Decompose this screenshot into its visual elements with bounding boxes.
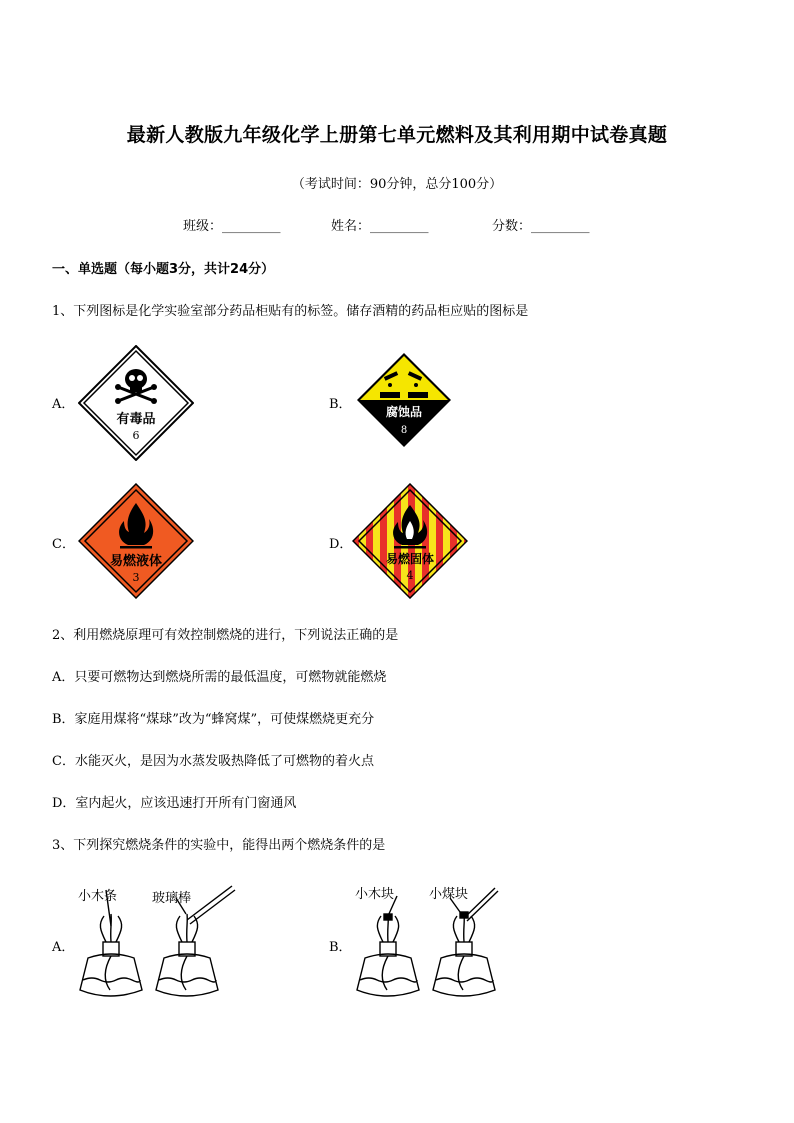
- name-field[interactable]: 姓名：_________: [331, 219, 429, 234]
- q3a-left-label: 小木条: [78, 889, 118, 904]
- q2-option-b[interactable]: B．家庭用煤将“煤球”改为“蜂窝煤”，可使煤燃烧更充分: [52, 712, 375, 727]
- q3b-right-label: 小煤块: [429, 887, 469, 902]
- alcohol-lamps-figure-b: [347, 880, 507, 1010]
- section-heading-single-choice: 一、单选题（每小题3分，共计24分）: [52, 262, 275, 277]
- q1-option-b-letter[interactable]: B．: [329, 397, 352, 412]
- flammable-solid-sign-text: 易燃固体: [385, 552, 435, 566]
- q3b-left-label: 小木块: [355, 887, 395, 902]
- q3a-right-label: 玻璃棒: [152, 891, 192, 906]
- score-field[interactable]: 分数：_________: [492, 219, 590, 234]
- toxic-sign-icon: [78, 345, 194, 461]
- q1-option-a-letter[interactable]: A．: [52, 397, 75, 412]
- page-title: 最新人教版九年级化学上册第七单元燃料及其利用期中试卷真题: [126, 124, 668, 146]
- question-1-stem: 1、下列图标是化学实验室部分药品柜贴有的标签。储存酒精的药品柜应贴的图标是: [52, 304, 529, 319]
- flammable-liquid-sign-number: 3: [132, 571, 140, 584]
- alcohol-lamps-figure-a: [70, 880, 240, 1010]
- q2-option-d[interactable]: D．室内起火，应该迅速打开所有门窗通风: [52, 796, 297, 811]
- flammable-liquid-sign-text: 易燃液体: [109, 554, 163, 569]
- class-field[interactable]: 班级：_________: [183, 219, 281, 234]
- corrosive-sign-text: 腐蚀品: [385, 405, 423, 419]
- toxic-sign-number: 6: [132, 429, 140, 442]
- flammable-solid-sign-icon: [352, 483, 468, 599]
- flammable-liquid-sign-icon: [78, 483, 194, 599]
- corrosive-sign-icon: [356, 352, 452, 448]
- q2-option-a[interactable]: A．只要可燃物达到燃烧所需的最低温度，可燃物就能燃烧: [52, 670, 387, 685]
- q3-option-a-letter[interactable]: A．: [52, 940, 75, 955]
- q1-option-c-letter[interactable]: C．: [52, 537, 75, 552]
- toxic-sign-text: 有毒品: [116, 412, 156, 427]
- corrosive-sign-number: 8: [400, 425, 408, 436]
- question-3-stem: 3、下列探究燃烧条件的实验中，能得出两个燃烧条件的是: [52, 838, 386, 853]
- q1-option-d-letter[interactable]: D．: [329, 537, 353, 552]
- q2-option-c[interactable]: C．水能灭火，是因为水蒸发吸热降低了可燃物的着火点: [52, 754, 374, 769]
- question-2-stem: 2、利用燃烧原理可有效控制燃烧的进行，下列说法正确的是: [52, 628, 399, 643]
- flammable-solid-sign-number: 4: [406, 569, 414, 582]
- q3-option-b-letter[interactable]: B．: [329, 940, 352, 955]
- exam-subtitle: （考试时间：90分钟，总分100分）: [291, 177, 503, 192]
